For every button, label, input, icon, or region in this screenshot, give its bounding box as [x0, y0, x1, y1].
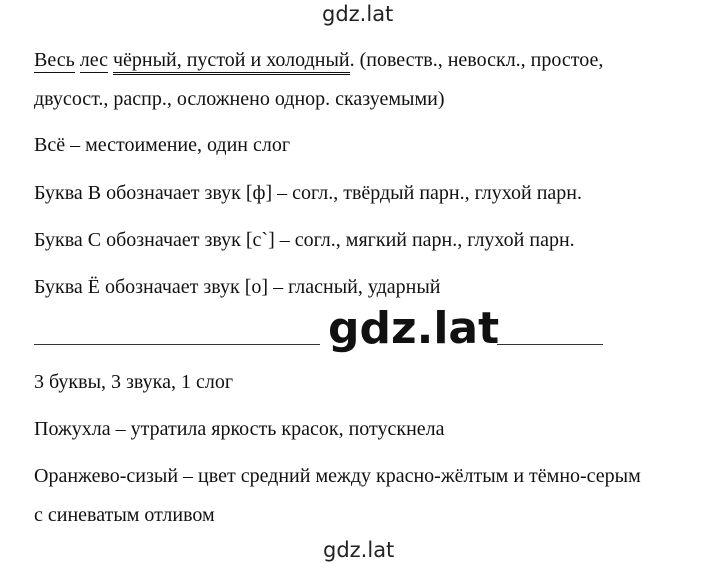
- sentence-space: [75, 49, 80, 71]
- analysis-line: Буква В обозначает звук [ф] – согл., твёрдый парн., глухой парн.: [34, 182, 582, 204]
- analysis-line: Буква Ё обозначает звук [о] – гласный, ударный: [34, 276, 441, 298]
- vocab-line: Пожухла – утратила яркость красок, потускнела: [34, 418, 445, 440]
- summary-line: 3 буквы, 3 звука, 1 слог: [34, 371, 234, 393]
- sentence-subject: Весь: [34, 49, 75, 71]
- watermark-top: gdz.lat: [322, 2, 394, 26]
- vocab-line: Оранжево-сизый – цвет средний между красно-жёлтым и тёмно-серым: [34, 465, 641, 487]
- sentence-line-1: [34, 50, 603, 70]
- watermark-middle: gdz.lat: [328, 303, 500, 354]
- analysis-line: Всё – местоимение, один слог: [34, 134, 291, 156]
- sentence-line-2: двусост., распр., осложнено однор. сказуемыми): [34, 88, 445, 110]
- vocab-line: с синеватым отливом: [34, 504, 215, 526]
- divider-line-left: [34, 344, 320, 345]
- sentence-predicate: чёрный, пустой и холодный: [113, 49, 350, 75]
- watermark-bottom: gdz.lat: [323, 538, 395, 562]
- divider-line-right: [497, 344, 603, 345]
- sentence-tail: . (повеств., невоскл., простое,: [349, 49, 604, 71]
- sentence-les-word: лес: [79, 49, 108, 71]
- analysis-line: Буква С обозначает звук [с`] – согл., мягкий парн., глухой парн.: [34, 229, 575, 251]
